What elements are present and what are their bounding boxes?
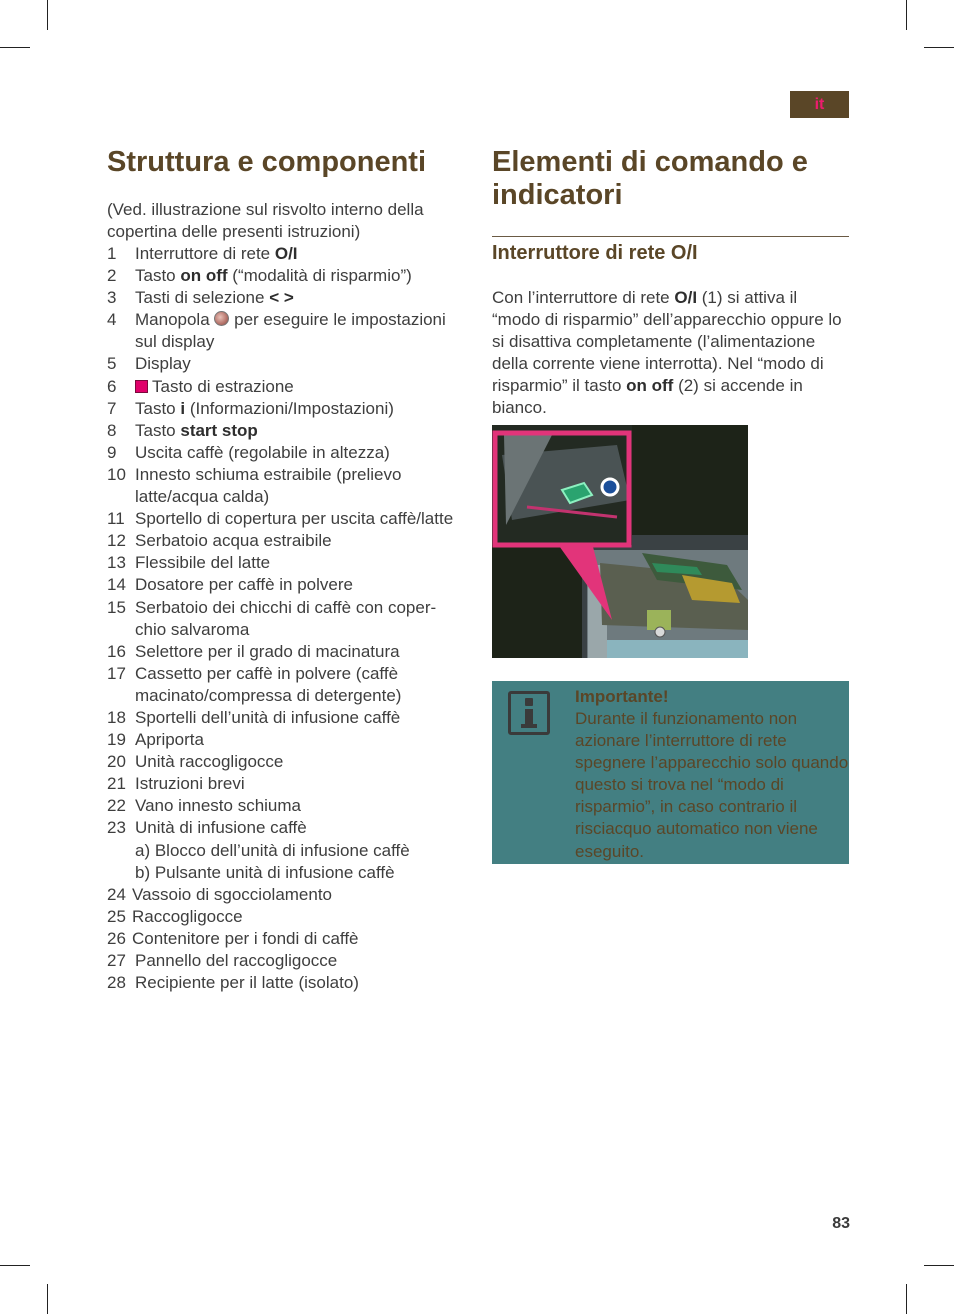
item-text: Sportelli dell’unità di infusione caffè — [135, 707, 401, 727]
item-text: Flessibile del latte — [135, 553, 271, 573]
item-text: Contenitore per i fondi di caffè — [132, 928, 359, 948]
item-text: Serbatoio acqua estraibile — [135, 531, 332, 551]
item-number: 20 — [107, 752, 126, 772]
item-number: 5 — [107, 354, 117, 374]
item-number: 3 — [107, 288, 117, 308]
list-item — [107, 353, 467, 375]
paragraph-text: Con l’interruttore di rete — [492, 288, 675, 307]
item-key-label: start stop — [180, 420, 258, 440]
item-number: 23 — [107, 818, 126, 838]
item-number: 11 — [107, 509, 125, 529]
list-item — [107, 950, 467, 972]
section-title-right: Elementi di comando e indicatori — [492, 146, 808, 211]
list-item — [107, 928, 467, 950]
info-icon — [508, 691, 550, 735]
crop-mark — [47, 1284, 48, 1314]
list-item — [107, 663, 467, 707]
crop-mark — [906, 1284, 907, 1314]
important-note — [492, 681, 849, 864]
item-text: per eseguire le impostazioni sul display — [135, 310, 446, 352]
item-text: Recipiente per il latte (isolato) — [135, 973, 359, 993]
section-title-left: Struttura e componenti — [107, 146, 427, 178]
list-item — [107, 773, 467, 795]
item-number: 15 — [107, 597, 126, 617]
item-text: (Informazioni/Impostazioni) — [185, 398, 394, 418]
crop-mark — [47, 0, 48, 30]
item-text: Tasto — [135, 420, 181, 440]
item-key-label: O/I — [274, 244, 298, 263]
item-number: 17 — [107, 663, 126, 683]
item-text: Pannello del raccogligocce — [135, 951, 338, 970]
paragraph-text: (1) si attiva il “modo di risparmio” dell’apparecchio oppure lo si disattiva completamente (l’alimentazione della corrente viene interrotta). Nel “modo di risparmio” il tasto — [492, 288, 842, 396]
item-number: 16 — [107, 641, 126, 661]
crop-mark — [924, 47, 954, 48]
list-item — [107, 641, 467, 663]
item-number: 26 — [107, 928, 126, 948]
paragraph-text: (2) si accende in bianco. — [492, 376, 803, 418]
item-text: Interruttore di rete — [135, 244, 275, 263]
item-text: Vassoio di sgocciolamento — [132, 884, 333, 904]
note-body: Durante il funzionamento non azionare l’interruttore di rete spegnere l’apparecchio solo quando questo si trova nel “modo di risparmio”, in caso contrario il risciacquo automatico non viene eseguito. — [575, 709, 849, 861]
item-text: Vano innesto schiuma — [135, 796, 302, 816]
item-number: 28 — [107, 973, 126, 993]
divider — [492, 236, 849, 237]
list-item — [107, 574, 467, 596]
list-item — [107, 530, 467, 552]
list-item — [107, 817, 467, 883]
list-item — [107, 243, 467, 265]
item-text: Innesto schiuma estraibile (prelievo latte/acqua calda) — [135, 464, 402, 507]
item-number: 6 — [107, 376, 117, 396]
power-switch-photo — [492, 425, 748, 658]
list-item — [107, 420, 467, 442]
item-key-label: < > — [269, 288, 294, 308]
extraction-key-icon — [135, 380, 148, 393]
item-text: Tasti di selezione — [135, 288, 270, 308]
item-text: Tasto — [135, 398, 181, 418]
machine-closeup-illustration — [492, 425, 748, 658]
item-text: Raccogligocce — [132, 906, 243, 926]
list-item — [107, 376, 467, 398]
item-number: 18 — [107, 707, 126, 727]
crop-mark — [906, 0, 907, 30]
item-text: Manopola — [135, 310, 215, 330]
knob-icon — [214, 311, 229, 326]
item-text: Tasto di estrazione — [152, 376, 294, 396]
crop-mark — [0, 47, 30, 48]
item-text: Cassetto per caffè in polvere (caffè macinato/compressa di detergente) — [135, 663, 402, 705]
list-item — [107, 552, 467, 574]
list-item — [107, 707, 467, 729]
item-text: Dosatore per caffè in polvere — [135, 575, 353, 595]
key-label: on off — [626, 376, 674, 396]
item-text: Unità di infusione caffè — [135, 818, 307, 838]
subsection-title: Interruttore di rete O/I — [492, 242, 698, 264]
item-number: 25 — [107, 906, 126, 926]
item-text: Istruzioni brevi — [135, 774, 245, 794]
item-number: 27 — [107, 951, 126, 970]
item-number: 19 — [107, 730, 126, 750]
language-tab: it — [790, 91, 849, 118]
item-number: 12 — [107, 531, 126, 551]
item-number: 24 — [107, 884, 126, 904]
list-item — [107, 398, 467, 420]
crop-mark — [0, 1265, 30, 1266]
components-list — [107, 243, 467, 994]
item-text: (“modalità di risparmio”) — [227, 266, 412, 286]
item-number: 21 — [107, 774, 126, 794]
list-item — [107, 729, 467, 751]
page-number: 83 — [832, 1215, 850, 1232]
item-number: 10 — [107, 464, 126, 484]
crop-mark — [924, 1265, 954, 1266]
item-number: 9 — [107, 442, 117, 462]
list-item — [107, 508, 467, 530]
item-number: 4 — [107, 310, 117, 330]
item-number: 1 — [107, 244, 117, 263]
item-text: Unità raccogligocce — [135, 752, 284, 772]
item-text: Display — [135, 354, 191, 374]
item-text: Selettore per il grado di macinatura — [135, 641, 400, 661]
list-item — [107, 751, 467, 773]
list-item — [107, 442, 467, 464]
note-title: Importante! — [575, 687, 669, 706]
list-item — [107, 795, 467, 817]
item-text: Tasto — [135, 266, 181, 286]
item-number: 7 — [107, 398, 117, 418]
item-key-label: i — [180, 398, 186, 418]
item-text: Apriporta — [135, 730, 204, 750]
list-item — [107, 972, 467, 994]
item-text: Uscita caffè (regolabile in altezza) — [135, 442, 390, 462]
item-number: 14 — [107, 575, 126, 595]
key-label: O/I — [674, 288, 698, 307]
list-item — [107, 906, 467, 928]
item-number: 13 — [107, 553, 126, 573]
list-item — [107, 884, 467, 906]
list-item — [107, 265, 467, 287]
sub-item: a) Blocco dell’unità di infusione caffè — [135, 840, 410, 860]
item-number: 22 — [107, 796, 126, 816]
sub-item: b) Pulsante unità di infusione caffè — [135, 862, 395, 882]
item-number: 8 — [107, 420, 117, 440]
intro-text: (Ved. illustrazione sul risvolto interno della copertina delle presenti istruzioni) — [107, 200, 424, 242]
item-key-label: on off — [180, 266, 228, 286]
list-item — [107, 597, 467, 641]
list-item — [107, 464, 467, 508]
list-item — [107, 309, 467, 353]
item-text: Sportello di copertura per uscita caffè/latte — [135, 509, 454, 529]
item-number: 2 — [107, 266, 117, 286]
power-switch-paragraph — [492, 287, 849, 420]
list-item — [107, 287, 467, 309]
item-text: Serbatoio dei chicchi di caffè con coper-chio salvaroma — [135, 597, 437, 639]
